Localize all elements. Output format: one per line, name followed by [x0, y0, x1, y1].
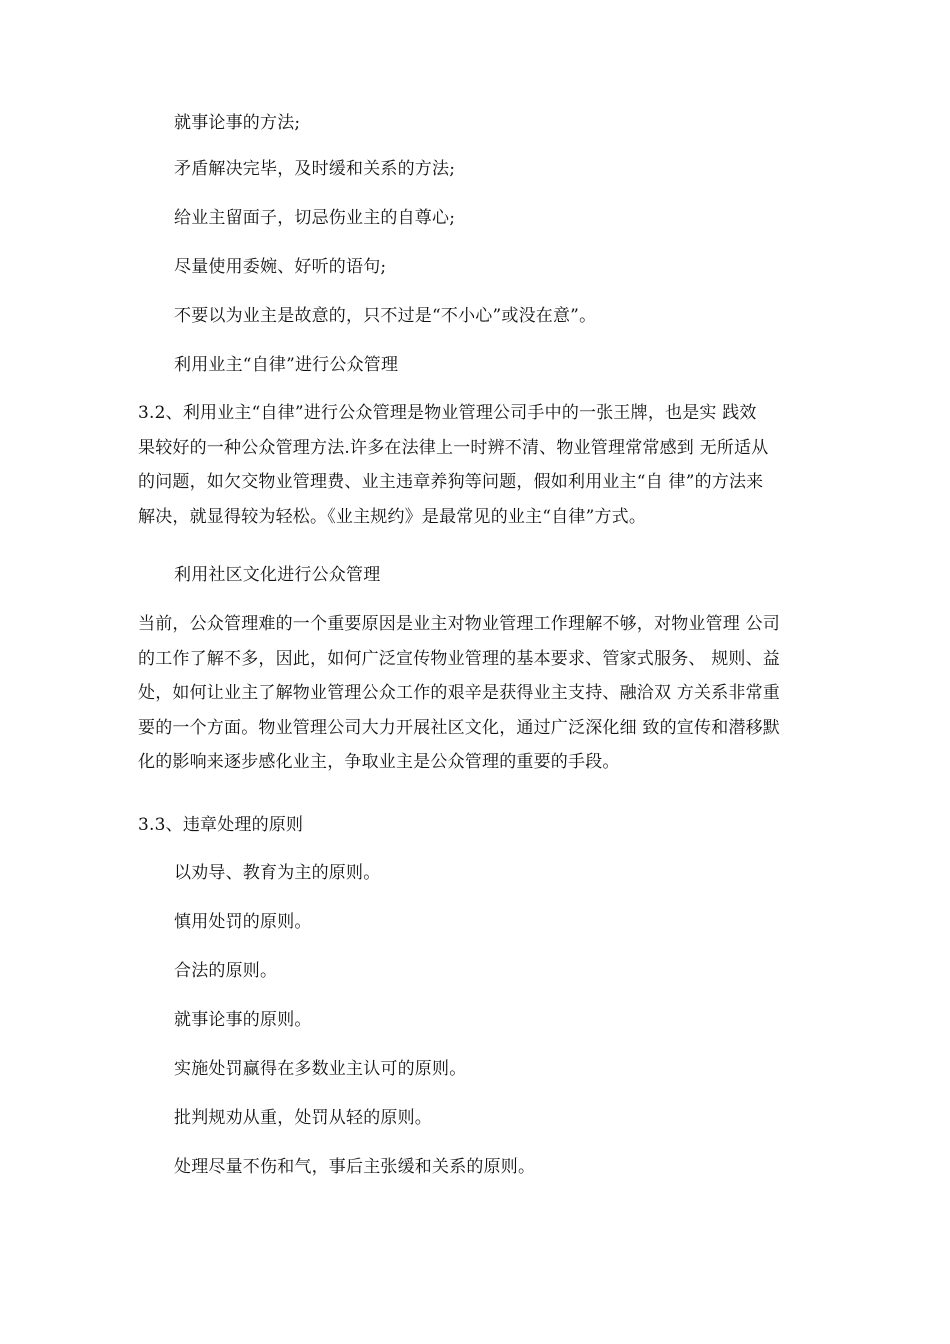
principle-item: 实施处罚赢得在多数业主认可的原则。 [174, 1059, 467, 1079]
paragraph-culture [138, 607, 824, 780]
method-item: 尽量使用委婉、好听的语句; [174, 257, 387, 277]
paragraph-line: 化的影响来逐步感化业主，争取业主是公众管理的重要的手段。 [138, 752, 620, 772]
principle-item: 以劝导、教育为主的原则。 [174, 863, 381, 883]
paragraph-line: 果较好的一种公众管理方法.许多在法律上一时辨不清、物业管理常常感到 无所适从 [138, 437, 769, 458]
paragraph-line: 的问题，如欠交物业管理费、业主违章养狗等问题，假如利用业主“自 律”的方法来 [138, 472, 764, 492]
principle-item: 批判规劝从重，处罚从轻的原则。 [174, 1108, 432, 1128]
principle-item: 处理尽量不伤和气，事后主张缓和关系的原则。 [174, 1157, 536, 1177]
paragraph-line: 处，如何让业主了解物业管理公众工作的艰辛是获得业主支持、融洽双 方关系非常重 [138, 683, 781, 703]
paragraph-line: 解决，就显得较为轻松。《业主规约》是最常见的业主“自律”方式。 [138, 506, 647, 527]
principle-item: 就事论事的原则。 [174, 1010, 312, 1030]
section-heading-self-discipline: 利用业主“自律”进行公众管理 [174, 355, 399, 375]
paragraph-line: 3.2、利用业主“自律”进行公众管理是物业管理公司手中的一张王牌，也是实 践效 [138, 403, 757, 423]
paragraph-line: 当前，公众管理难的一个重要原因是业主对物业管理工作理解不够，对物业管理 公司 [138, 614, 781, 634]
principle-item: 合法的原则。 [174, 961, 278, 981]
method-item: 不要以为业主是故意的，只不过是“不小心”或没在意”。 [174, 306, 597, 326]
method-item: 矛盾解决完毕，及时缓和关系的方法; [174, 159, 456, 179]
paragraph-3-2 [138, 396, 824, 534]
paragraph-line: 要的一个方面。物业管理公司大力开展社区文化，通过广泛深化细 致的宣传和潜移默 [138, 717, 781, 738]
section-heading-culture: 利用社区文化进行公众管理 [174, 565, 381, 585]
method-item: 就事论事的方法; [174, 113, 301, 133]
method-item: 给业主留面子，切忌伤业主的自尊心; [174, 208, 456, 228]
principle-item: 慎用处罚的原则。 [174, 912, 312, 932]
paragraph-line: 的工作了解不多，因此，如何广泛宣传物业管理的基本要求、管家式服务、 规则、益 [138, 648, 781, 669]
section-heading-3-3: 3.3、违章处理的原则 [138, 815, 304, 835]
